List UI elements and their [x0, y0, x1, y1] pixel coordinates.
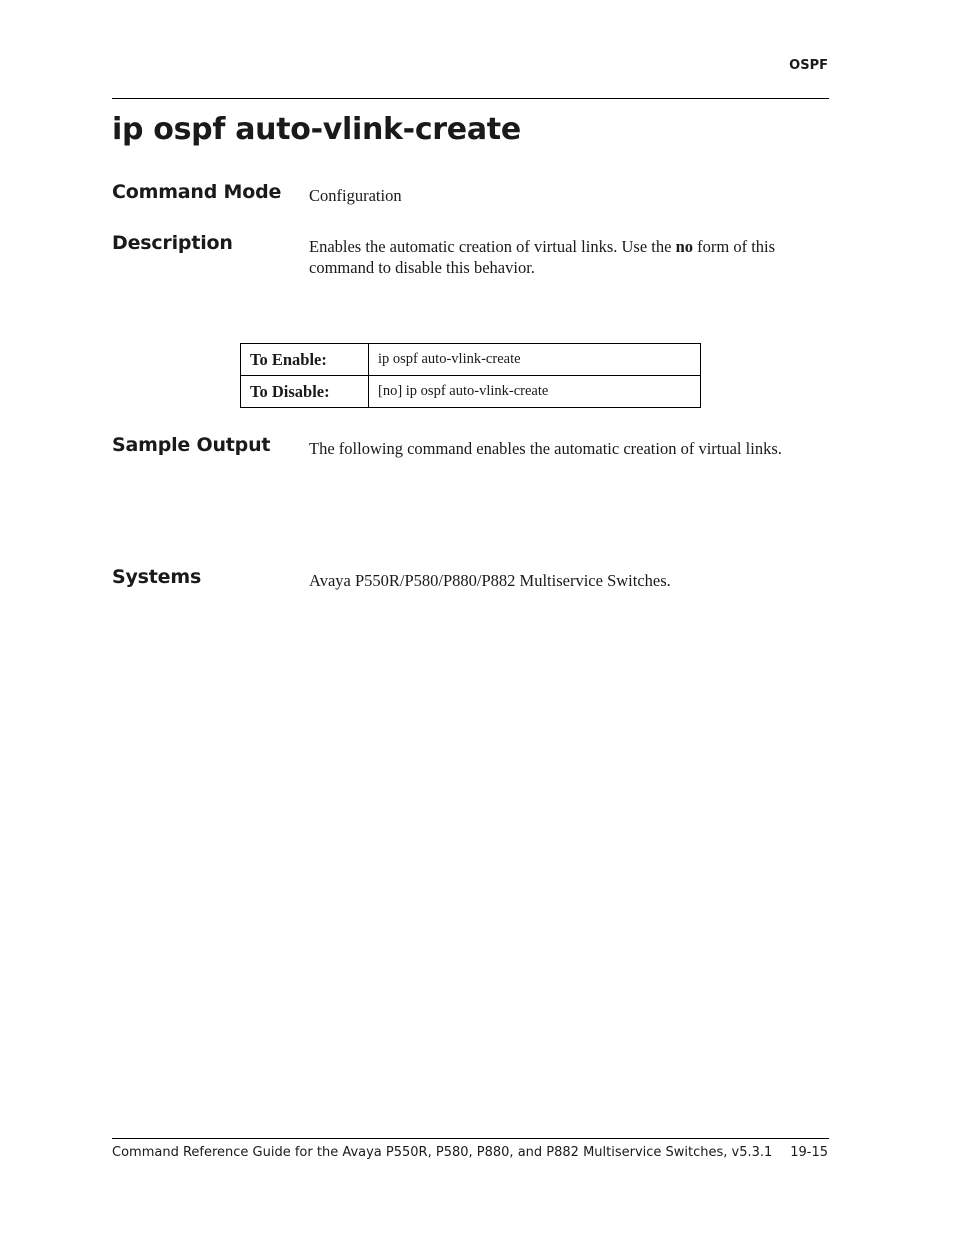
- disable-key: To Disable:: [241, 376, 369, 408]
- description-text-before: Enables the automatic creation of virtual links. Use the: [309, 237, 676, 256]
- sample-output-text: The following command enables the automatic creation of virtual links.: [309, 439, 782, 458]
- table-row: [241, 344, 701, 376]
- command-table: [240, 343, 701, 408]
- command-mode-text: Configuration: [309, 186, 402, 205]
- description-label: Description: [112, 232, 233, 254]
- systems-text: Avaya P550R/P580/P880/P882 Multiservice Switches.: [309, 571, 671, 590]
- enable-command: ip ospf auto-vlink-create: [369, 344, 701, 376]
- footer-page-number: 19-15: [790, 1145, 828, 1160]
- description-text-after: form of this command to disable this behavior.: [309, 237, 776, 277]
- description-bold-word: no: [675, 237, 693, 256]
- enable-key: To Enable:: [241, 344, 369, 376]
- description-text: [309, 236, 829, 278]
- table-row: [241, 376, 701, 408]
- running-header: OSPF: [789, 58, 828, 73]
- sample-output-label: Sample Output: [112, 434, 271, 456]
- bottom-rule: [112, 1138, 829, 1139]
- page-title: ip ospf auto-vlink-create: [112, 112, 521, 147]
- systems-label: Systems: [112, 566, 202, 588]
- disable-command: [no] ip ospf auto-vlink-create: [369, 376, 701, 408]
- top-rule: [112, 98, 829, 99]
- command-mode-label: Command Mode: [112, 181, 282, 203]
- footer-guide-title: Command Reference Guide for the Avaya P550R, P580, P880, and P882 Multiservice Switches, v5.3.1: [112, 1145, 773, 1160]
